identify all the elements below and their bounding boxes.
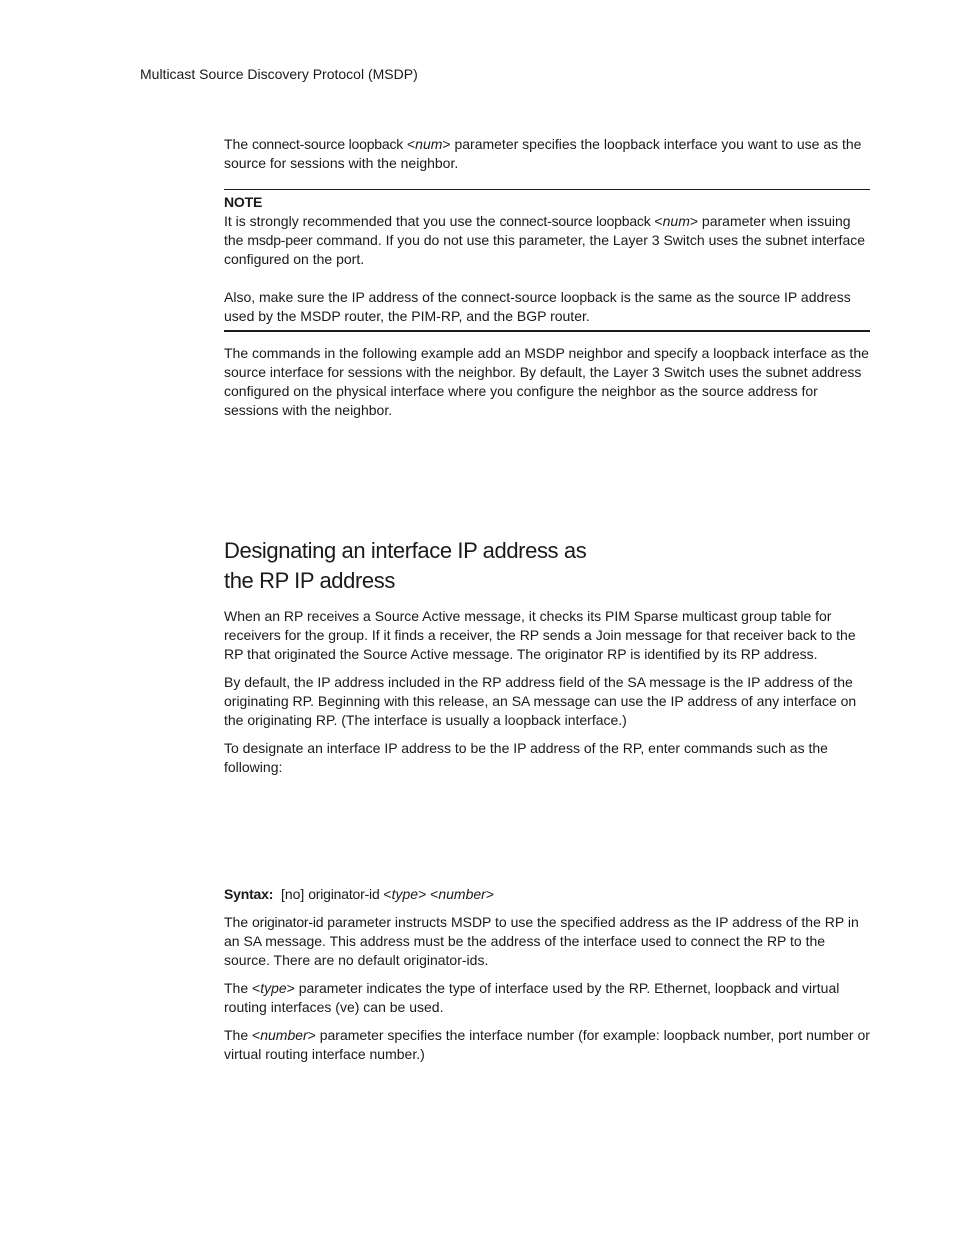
note-title: NOTE <box>224 194 263 210</box>
arg-type: type <box>391 886 419 902</box>
param-paragraph: The <type> parameter indicates the type of interface used by the RP. Ethernet, loopback and virtual routing interfaces (ve) can be used. <box>224 980 840 1015</box>
note-box <box>224 189 870 332</box>
keyword-connect-source-loopback: connect-source loopback <box>252 136 404 152</box>
body-paragraph: By default, the IP address included in the RP address field of the SA message is the IP address of the originating RP. Beginning with this release, an SA message can use the IP address of any interface on the originating RP. (The interface is usually a loopback interface.) <box>224 674 857 728</box>
syntax-label: Syntax: <box>224 886 274 902</box>
note-paragraph: Also, make sure the IP address of the connect-source loopback is the same as the source IP address used by the MSDP router, the PIM-RP, and the BGP router. <box>224 289 851 324</box>
running-header: Multicast Source Discovery Protocol (MSDP) <box>140 66 418 82</box>
param-paragraph: The <number> parameter specifies the interface number (for example: loopback number, port number or virtual routing interface number.) <box>224 1027 870 1062</box>
body-paragraph: When an RP receives a Source Active message, it checks its PIM Sparse multicast group table for receivers for the group. If it finds a receiver, the RP sends a Join message for that receiver back to the RP that originated the Source Active message. The originator RP is identified by its RP address. <box>224 608 856 662</box>
syntax-line: Syntax: [no] originator-id <type> <number> <box>224 886 494 902</box>
body-paragraph: To designate an interface IP address to be the IP address of the RP, enter commands such as the following: <box>224 740 828 775</box>
keyword-originator-id: originator-id <box>308 886 380 902</box>
example-paragraph: The commands in the following example add an MSDP neighbor and specify a loopback interface as the source interface for sessions with the neighbor. By default, the Layer 3 Switch uses the subnet address configured on the physical interface where you configure the neighbor as the source address for sessions with the neighbor. <box>224 345 869 418</box>
arg-number: number <box>438 886 486 902</box>
param-paragraph: The originator-id parameter instructs MSDP to use the specified address as the IP address of the RP in an SA message. This address must be the address of the interface used to connect the RP to the source. There are no default originator-ids. <box>224 914 859 968</box>
arg-num: num <box>662 213 690 229</box>
arg-num: num <box>415 136 443 152</box>
section-heading: Designating an interface IP address as the RP IP address <box>224 538 587 593</box>
intro-paragraph: The connect-source loopback <num> parameter specifies the loopback interface you want to use as the source for sessions with the neighbor. <box>224 136 862 171</box>
page-content <box>224 135 870 1064</box>
arg-number: number <box>260 1027 308 1043</box>
keyword-originator-id: originator-id <box>252 914 324 930</box>
note-paragraph: It is strongly recommended that you use the connect-source loopback <num> parameter when issuing the msdp-peer command. If you do not use this parameter, the Layer 3 Switch uses the subnet interface configured on the port. <box>224 213 866 267</box>
arg-type: type <box>260 980 287 996</box>
keyword-msdp-peer: msdp-peer <box>247 232 313 248</box>
keyword-connect-source-loopback: connect-source loopback <box>499 213 651 229</box>
